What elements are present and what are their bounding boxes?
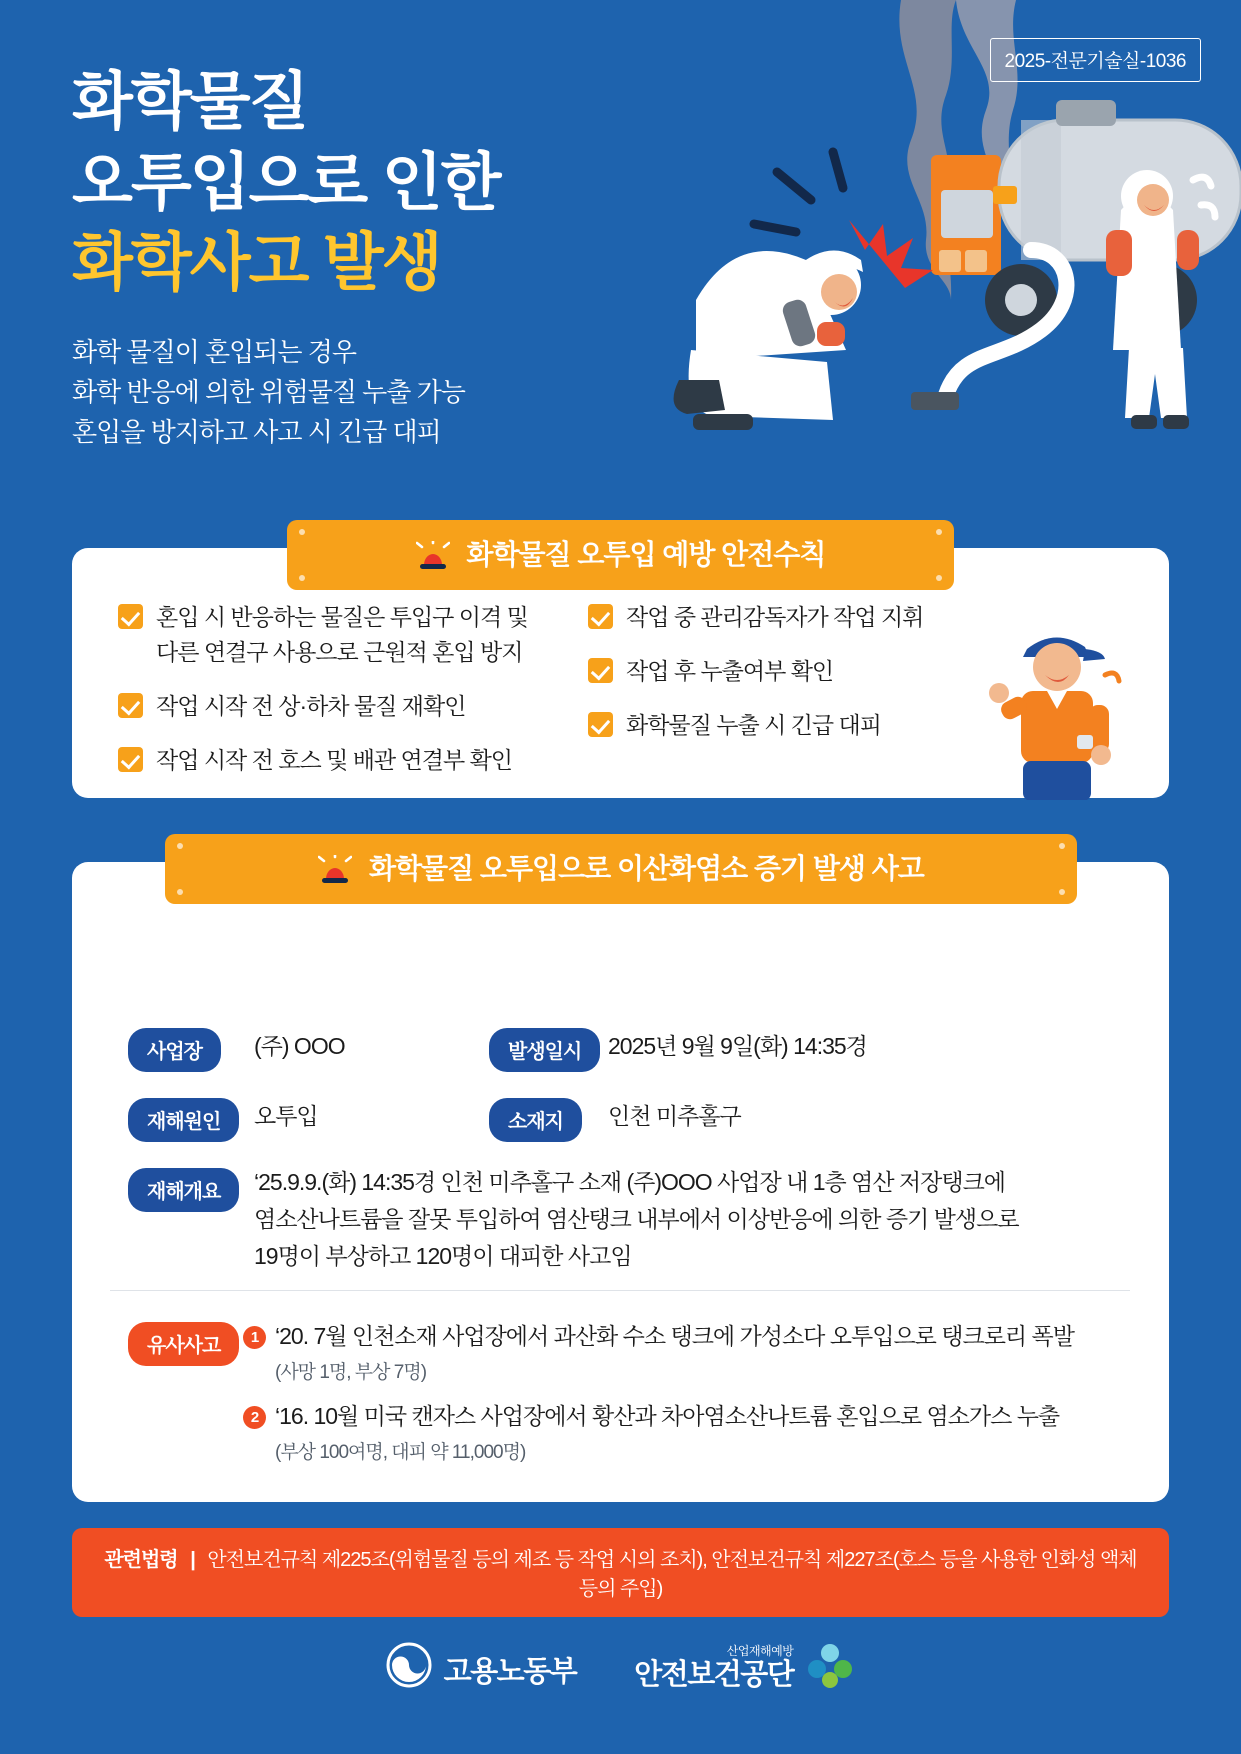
- field-label-text: 유사사고: [128, 1322, 239, 1366]
- field-label-similar: [128, 1322, 239, 1366]
- kosha-clover-icon: [805, 1642, 855, 1696]
- worker-mascot-illustration: [985, 615, 1135, 800]
- safety-rule-item: [588, 708, 968, 743]
- siren-icon: [318, 855, 352, 890]
- safety-rule-text: 혼입 시 반응하는 물질은 투입구 이격 및 다른 연결구 사용으로 근원적 혼입 방지: [156, 604, 528, 665]
- check-icon: [118, 747, 143, 772]
- ribbon-dot: [177, 843, 183, 849]
- safety-rule-text: 화학물질 누출 시 긴급 대피: [626, 711, 881, 738]
- related-law-bar: [72, 1528, 1169, 1617]
- subtitle-line-1: 화학 물질이 혼입되는 경우: [72, 336, 356, 367]
- safety-rule-item: [118, 689, 548, 724]
- accident-summary-line: 염소산나트륨을 잘못 투입하여 염산탱크 내부에서 이상반응에 의한 증기 발생으로: [254, 1205, 1019, 1232]
- safety-rule-item: [588, 600, 968, 635]
- check-icon: [588, 658, 613, 683]
- taegeuk-icon: [386, 1642, 432, 1696]
- accident-summary: [254, 1164, 1134, 1274]
- field-value-location: 인천 미추홀구: [608, 1103, 741, 1129]
- safety-rules-right-column: [588, 600, 968, 762]
- field-value-workplace: (주) OOO: [254, 1033, 345, 1059]
- ribbon-dot: [299, 575, 305, 581]
- similar-case-item: [243, 1398, 1133, 1464]
- accident-summary-line: ‘25.9.9.(화) 14:35경 인천 미추홀구 소재 (주)OOO 사업장 내 1층 염산 저장탱크에: [254, 1169, 1006, 1195]
- ribbon-dot: [936, 575, 942, 581]
- check-icon: [118, 693, 143, 718]
- similar-case-text: ‘16. 10월 미국 캔자스 사업장에서 황산과 차아염소산나트륨 혼입으로 염소가스 누출: [275, 1403, 1060, 1429]
- title-line-2: 오투입으로 인한: [72, 147, 500, 218]
- safety-rules-left-column: [118, 600, 548, 797]
- similar-case-note: (사망 1명, 부상 7명): [275, 1361, 427, 1383]
- field-label-text: 재해원인: [128, 1098, 239, 1142]
- siren-icon: [416, 541, 450, 576]
- field-label-workplace: [128, 1028, 221, 1072]
- field-value-cause: 오투입: [254, 1103, 318, 1129]
- subtitle-line-3: 혼입을 방지하고 사고 시 긴급 대피: [72, 417, 441, 448]
- similar-case-note: (부상 100여명, 대피 약 11,000명): [275, 1441, 526, 1463]
- ribbon-dot: [936, 529, 942, 535]
- safety-rule-item: [118, 600, 548, 670]
- logo-moel-label: 고용노동부: [443, 1655, 577, 1688]
- field-label-cause: [128, 1098, 239, 1142]
- field-label-location: [489, 1098, 582, 1142]
- case-number-badge: 2: [243, 1406, 266, 1429]
- title-line-1: 화학물질: [72, 67, 308, 137]
- similar-case-text: ‘20. 7월 인천소재 사업장에서 과산화 수소 탱크에 가성소다 오투입으로 탱크로리 폭발: [275, 1323, 1074, 1349]
- accident-summary-line: 19명이 부상하고 120명이 대피한 사고임: [254, 1242, 632, 1269]
- safety-rules-heading-ribbon: [287, 520, 954, 590]
- ribbon-dot: [1059, 889, 1065, 895]
- title-block: [72, 62, 712, 453]
- case-number-badge: 1: [243, 1326, 266, 1349]
- accident-case-heading-text: 화학물질 오투입으로 이산화염소 증기 발생 사고: [368, 853, 924, 884]
- related-law-label: 관련법령: [104, 1549, 178, 1571]
- section-divider: [110, 1290, 1130, 1291]
- field-label-text: 재해개요: [128, 1168, 239, 1212]
- field-label-summary: [128, 1168, 239, 1212]
- related-law-separator: |: [190, 1549, 195, 1571]
- field-label-text: 소재지: [489, 1098, 582, 1142]
- similar-case-item: [243, 1318, 1133, 1384]
- field-value-datetime: 2025년 9월 9일(화) 14:35경: [608, 1033, 867, 1059]
- safety-rule-text: 작업 시작 전 상·하차 물질 재확인: [156, 692, 466, 719]
- safety-rule-text: 작업 후 누출여부 확인: [626, 657, 834, 684]
- check-icon: [588, 712, 613, 737]
- document-code: 2025-전문기술실-1036: [990, 38, 1201, 82]
- logo-kosha: [634, 1642, 855, 1696]
- logo-kosha-sublabel: 산업재해예방: [726, 1644, 794, 1659]
- logo-moel: [386, 1642, 577, 1696]
- logo-kosha-label: 안전보건공단: [634, 1659, 794, 1692]
- ribbon-dot: [299, 529, 305, 535]
- check-icon: [118, 604, 143, 629]
- field-label-text: 발생일시: [489, 1028, 600, 1072]
- accident-case-heading-ribbon: [165, 834, 1077, 904]
- field-label-text: 사업장: [128, 1028, 221, 1072]
- safety-rule-text: 작업 중 관리감독자가 작업 지휘: [626, 604, 924, 630]
- safety-rule-text: 작업 시작 전 호스 및 배관 연결부 확인: [156, 746, 513, 773]
- safety-rules-heading-text: 화학물질 오투입 예방 안전수칙: [466, 539, 826, 570]
- related-law-text: 안전보건규칙 제225조(위험물질 등의 제조 등 작업 시의 조치), 안전보건규칙 제227조(호스 등을 사용한 인화성 액체 등의 주입): [207, 1549, 1137, 1600]
- field-label-datetime: [489, 1028, 600, 1072]
- footer: [0, 1642, 1241, 1696]
- safety-rule-item: [588, 654, 968, 689]
- ribbon-dot: [177, 889, 183, 895]
- check-icon: [588, 604, 613, 629]
- safety-rule-item: [118, 743, 548, 778]
- subtitle-line-2: 화학 반응에 의한 위험물질 누출 가능: [72, 377, 465, 408]
- ribbon-dot: [1059, 843, 1065, 849]
- title-line-3: 화학사고 발생: [72, 228, 441, 299]
